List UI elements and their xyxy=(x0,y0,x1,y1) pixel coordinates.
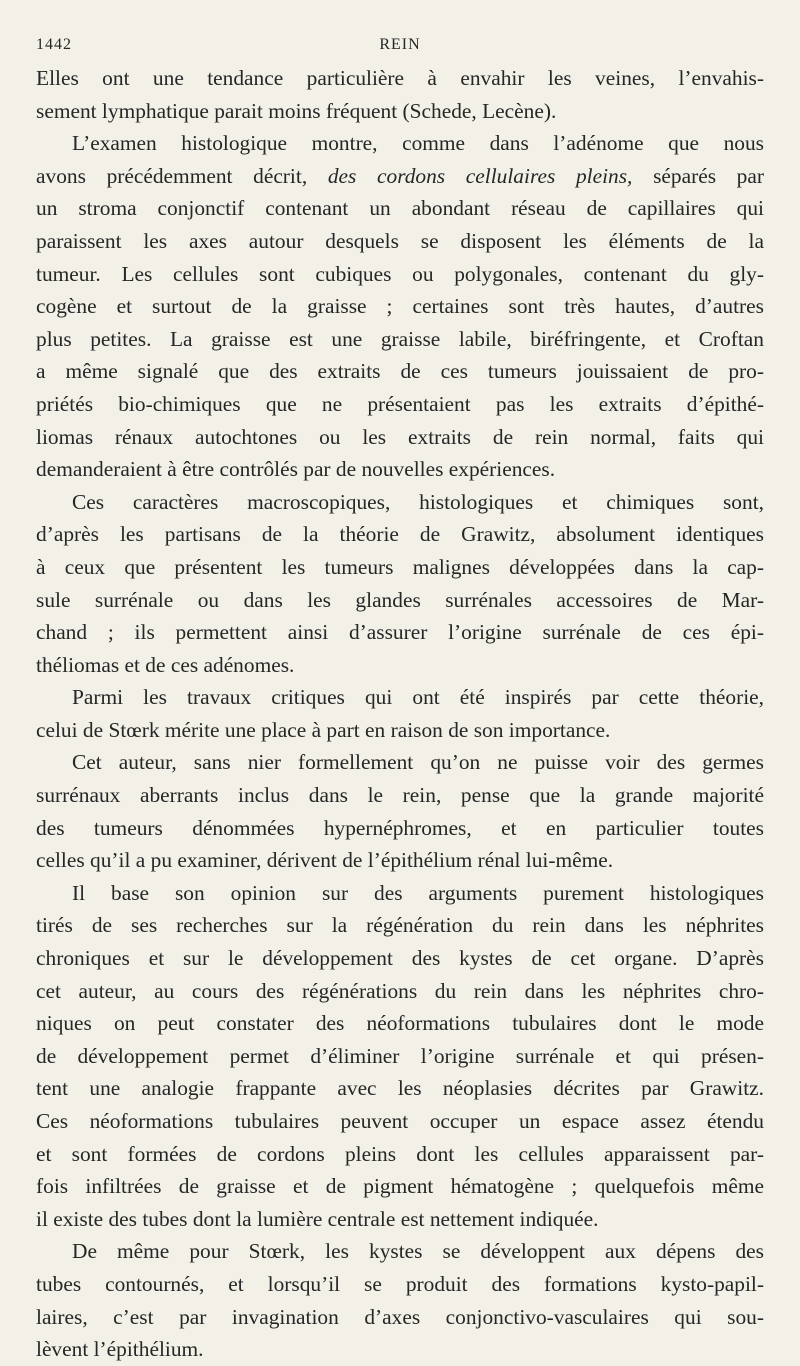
text-line: surrénaux aberrants inclus dans le rein, pense que la grande majorité xyxy=(36,783,764,808)
text-line: avons précédemment décrit, des cordons cellulaires pleins, séparés par xyxy=(36,163,764,188)
text-line: fois infiltrées de graisse et de pigment hématogène ; quelquefois même xyxy=(36,1174,764,1199)
text-line: Il base son opinion sur des arguments purement histologiques xyxy=(72,880,764,905)
text-line: lèvent l’épithélium. xyxy=(36,1337,204,1362)
running-title: REIN xyxy=(379,36,421,53)
text-line: Elles ont une tendance particulière à envahir les veines, l’envahis- xyxy=(36,66,764,90)
text-line: sement lymphatique parait moins fréquent (Schede, Lecène). xyxy=(36,98,557,123)
page-number: 1442 xyxy=(36,36,72,53)
text-line: Parmi les travaux critiques qui ont été inspirés par cette théorie, xyxy=(72,685,764,710)
text-line: celui de Stœrk mérite une place à part en raison de son importance. xyxy=(36,717,611,742)
text-line: Ces néoformations tubulaires peuvent occuper un espace assez étendu xyxy=(36,1109,764,1133)
text-line: tirés de ses recherches sur la régénération du rein dans les néphrites xyxy=(36,913,764,938)
text-line: demanderaient à être contrôlés par de nouvelles expériences. xyxy=(36,457,556,482)
text-line: de développement permet d’éliminer l’origine surrénale et qui présen- xyxy=(36,1043,764,1068)
text-line: liomas rénaux autochtones ou les extraits de rein normal, faits qui xyxy=(36,424,764,449)
text-line: tent une analogie frappante avec les néoplasies décrites par Grawitz. xyxy=(36,1076,764,1101)
body-text xyxy=(36,62,764,1366)
paragraph xyxy=(36,877,764,1236)
text-line: des tumeurs dénommées hypernéphromes, et en particulier toutes xyxy=(36,815,764,840)
text-line: sule surrénale ou dans les glandes surrénales accessoires de Mar- xyxy=(36,587,764,612)
paragraph xyxy=(36,127,764,486)
text-line: L’examen histologique montre, comme dans l’adénome que nous xyxy=(72,131,764,156)
italic-phrase: des cordons cellulaires pleins, xyxy=(327,163,633,188)
text-line: De même pour Stœrk, les kystes se développent aux dépens des xyxy=(72,1239,764,1264)
text-line: priétés bio-chimiques que ne présentaient pas les extraits d’épithé- xyxy=(36,391,764,416)
text-line: théliomas et de ces adénomes. xyxy=(36,652,295,677)
text-line: tumeur. Les cellules sont cubiques ou polygonales, contenant du gly- xyxy=(36,261,764,286)
paragraph xyxy=(36,1235,764,1365)
text-line: tubes contournés, et lorsqu’il se produit des formations kysto-papil- xyxy=(36,1271,764,1296)
text-line: cet auteur, au cours des régénérations du rein dans les néphrites chro- xyxy=(36,978,764,1003)
text-line: laires, c’est par invagination d’axes conjonctivo-vasculaires qui sou- xyxy=(36,1304,764,1329)
paragraph xyxy=(36,62,764,127)
text-line: Ces caractères macroscopiques, histologiques et chimiques sont, xyxy=(72,489,764,514)
text-line: à ceux que présentent les tumeurs malignes développées dans la cap- xyxy=(36,554,764,579)
text-line: paraissent les axes autour desquels se disposent les éléments de la xyxy=(36,228,764,253)
text-line: niques on peut constater des néoformations tubulaires dont le mode xyxy=(36,1011,764,1036)
text-line: a même signalé que des extraits de ces tumeurs jouissaient de pro- xyxy=(36,359,764,384)
text-line: chroniques et sur le développement des kystes de cet organe. D’après xyxy=(36,946,764,971)
text-line: cogène et surtout de la graisse ; certaines sont très hautes, d’autres xyxy=(36,294,764,319)
paragraph xyxy=(36,681,764,746)
text-line: et sont formées de cordons pleins dont les cellules apparaissent par- xyxy=(36,1141,764,1166)
text-line: celles qu’il a pu examiner, dérivent de l’épithélium rénal lui-même. xyxy=(36,848,614,873)
text-line: plus petites. La graisse est une graisse labile, biréfringente, et Croftan xyxy=(36,326,764,351)
page-header xyxy=(36,30,764,62)
text-line: un stroma conjonctif contenant un abondant réseau de capillaires qui xyxy=(36,196,764,221)
text-line: il existe des tubes dont la lumière centrale est nettement indiquée. xyxy=(36,1206,599,1231)
text-line: Cet auteur, sans nier formellement qu’on ne puisse voir des germes xyxy=(72,750,764,775)
text-line: chand ; ils permettent ainsi d’assurer l’origine surrénale de ces épi- xyxy=(36,620,764,645)
paragraph xyxy=(36,746,764,876)
text-line: d’après les partisans de la théorie de Grawitz, absolument identiques xyxy=(36,522,764,547)
paragraph xyxy=(36,486,764,682)
